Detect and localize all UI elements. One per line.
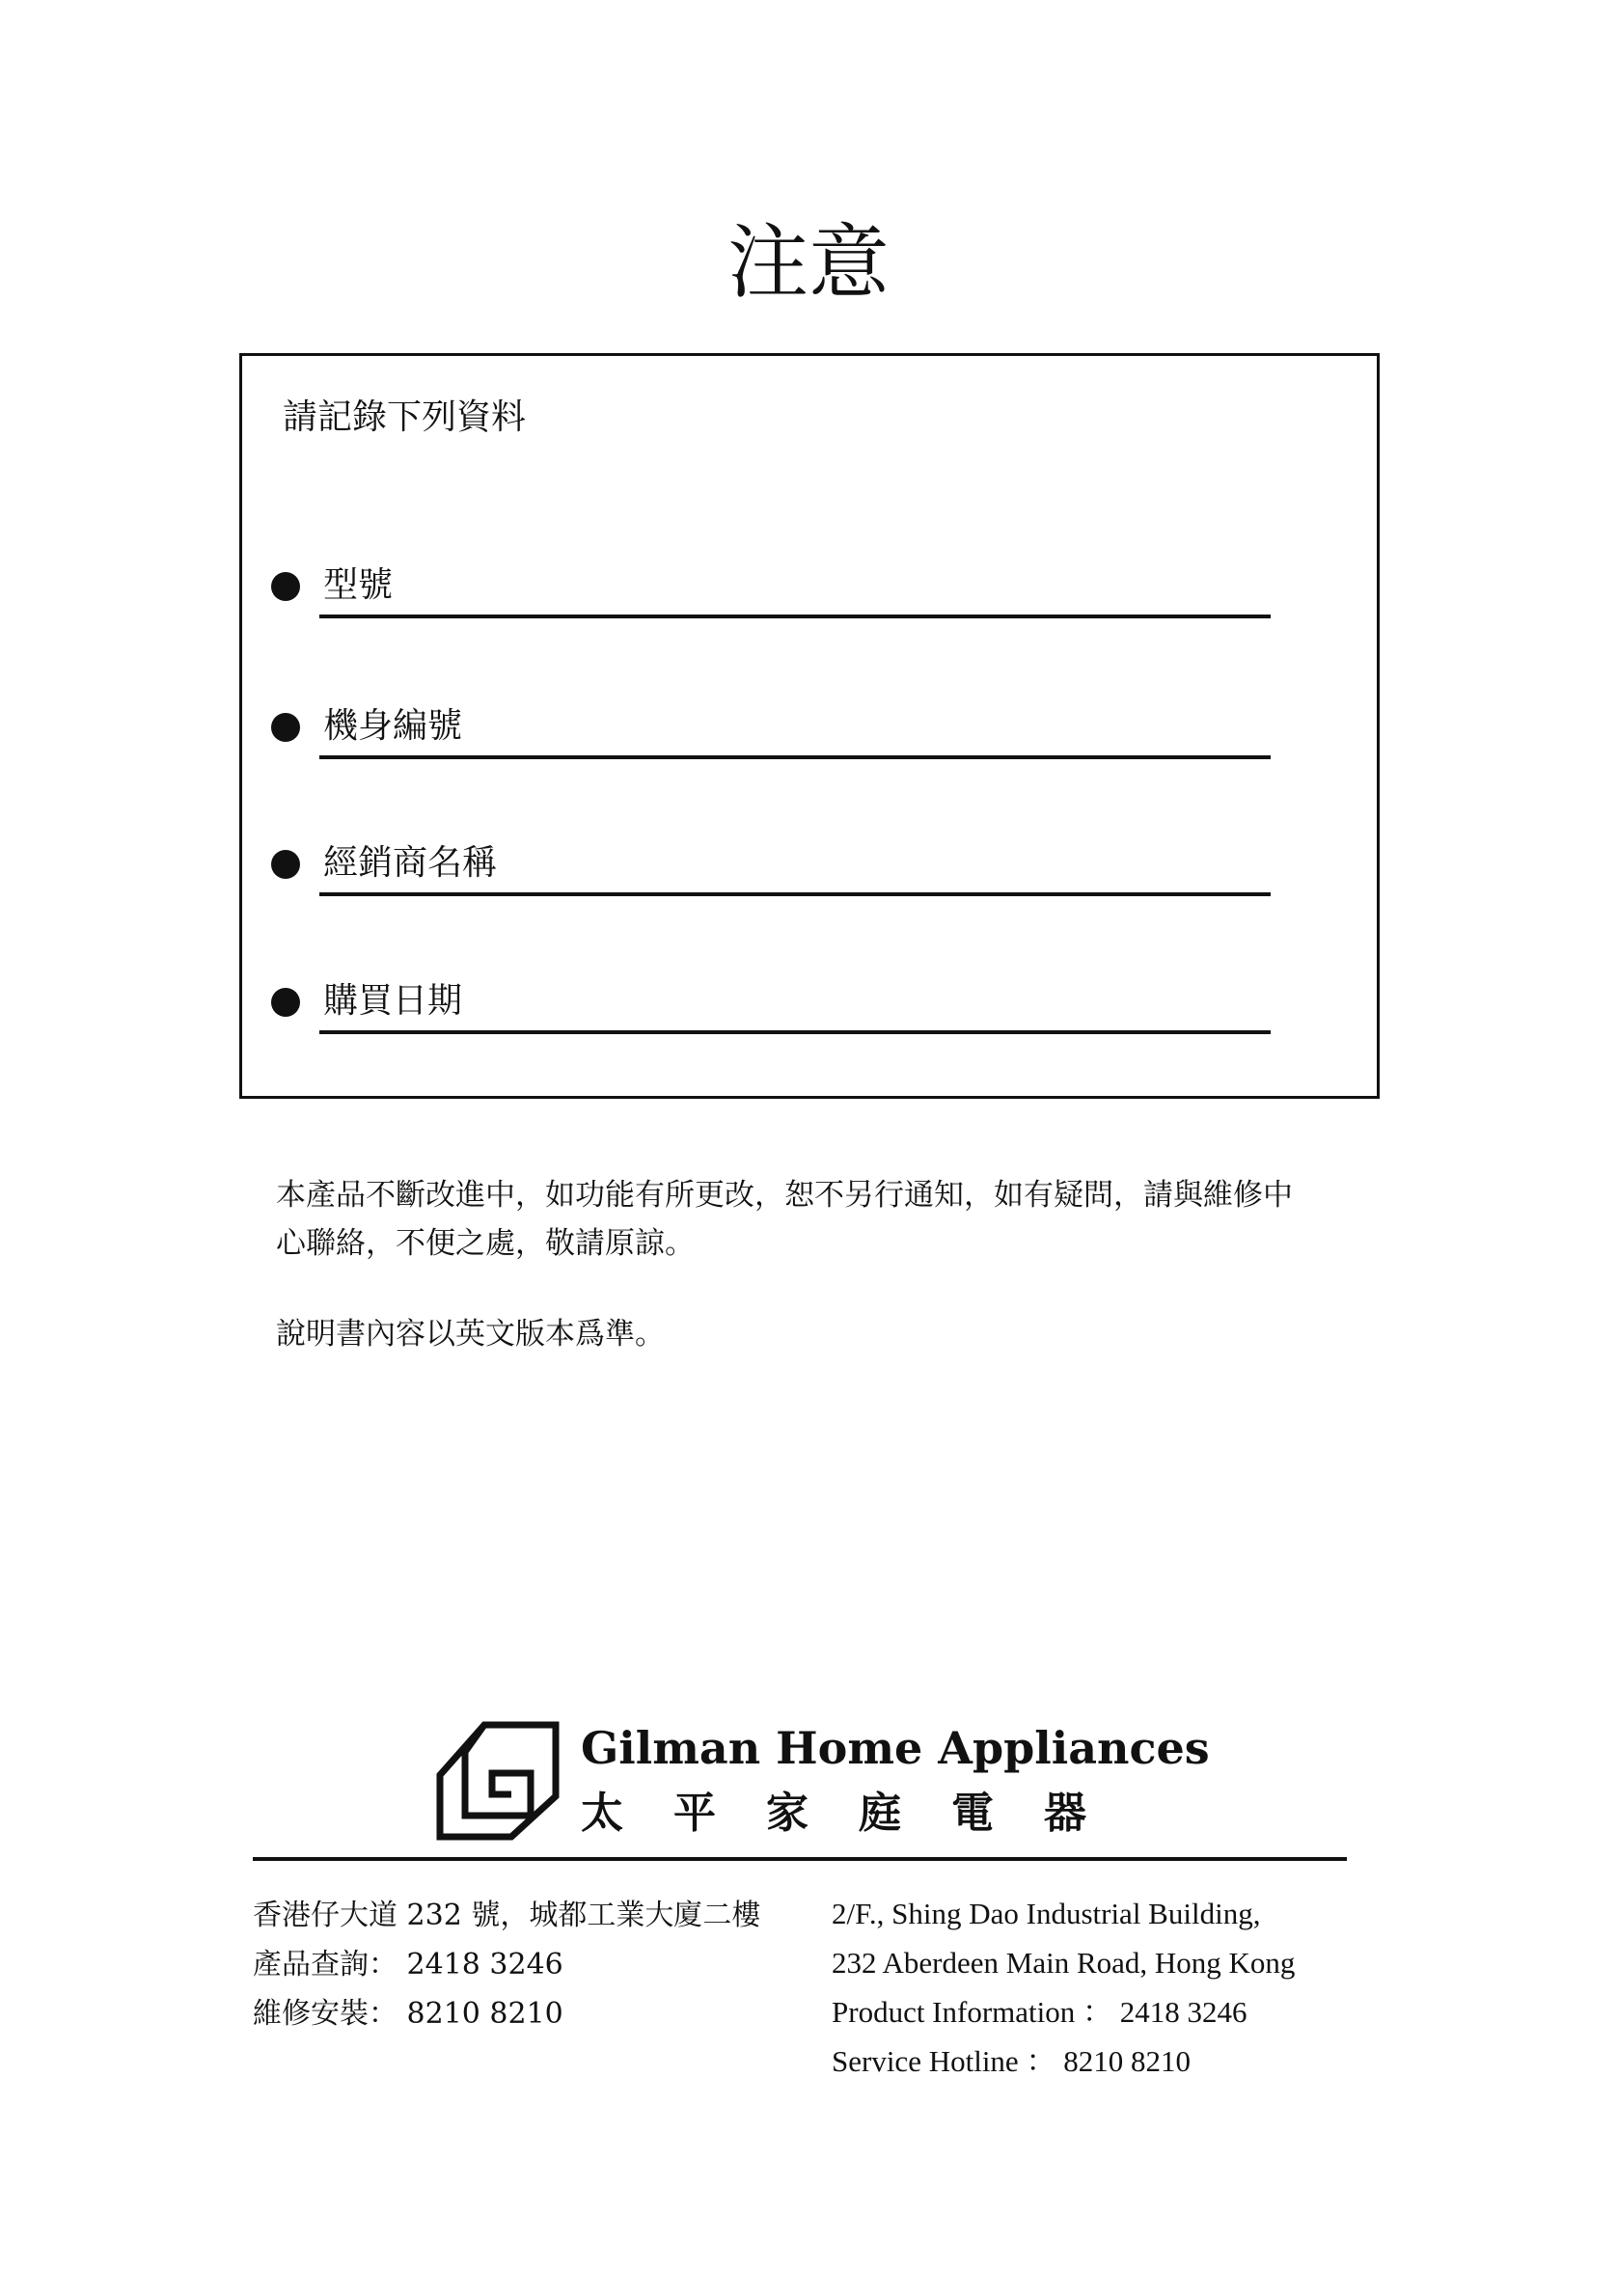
service-hotline-line: Service Hotline ： 8210 8210 [832,2044,1191,2078]
write-line [319,892,1271,896]
address-chinese [253,1891,760,2038]
write-line [319,755,1271,759]
footer-divider [253,1857,1347,1861]
record-info-box [239,353,1380,1099]
address-english [832,1889,1295,2086]
bullet-icon [271,988,300,1017]
notice-text [276,1171,1376,1358]
bullet-icon [271,572,300,601]
brand-logo [436,1717,1210,1845]
address-line: 香港仔大道 232 號，城都工業大廈二樓 [253,1899,761,1932]
gilman-g-logo-icon [436,1717,562,1843]
service-line: 維修安裝： 8210 8210 [253,1997,563,2031]
address-line: 232 Aberdeen Main Road, Hong Kong [832,1946,1296,1980]
notice-line: 心聯絡，不便之處，敬請原諒。 [276,1226,695,1261]
manual-language-note: 說明書內容以英文版本爲準。 [276,1317,665,1352]
address-line: 2/F., Shing Dao Industrial Building, [832,1897,1261,1930]
write-line [319,1030,1271,1034]
purchase-date-field[interactable] [271,967,1271,1034]
field-label: 經銷商名稱 [323,843,498,883]
serial-number-field[interactable] [271,692,1271,759]
model-number-field[interactable] [271,551,1271,618]
write-line [319,615,1271,618]
field-label: 購買日期 [323,981,463,1021]
dealer-name-field[interactable] [271,829,1271,896]
page-title: 注意 [726,215,890,310]
product-information-line: Product Information ： 2418 3246 [832,1995,1247,2029]
notice-line: 本產品不斷改進中，如功能有所更改，恕不另行通知，如有疑問，請與維修中 [276,1178,1293,1213]
brand-name-zh: 太平家庭電器 [581,1789,1137,1838]
record-instruction: 請記錄下列資料 [283,397,527,437]
bullet-icon [271,713,300,742]
field-label: 機身編號 [323,706,463,746]
field-label: 型號 [323,565,394,605]
brand-name-en: Gilman Home Appliances [581,1722,1210,1774]
bullet-icon [271,850,300,879]
product-enquiry-line: 產品查詢： 2418 3246 [253,1948,563,1982]
